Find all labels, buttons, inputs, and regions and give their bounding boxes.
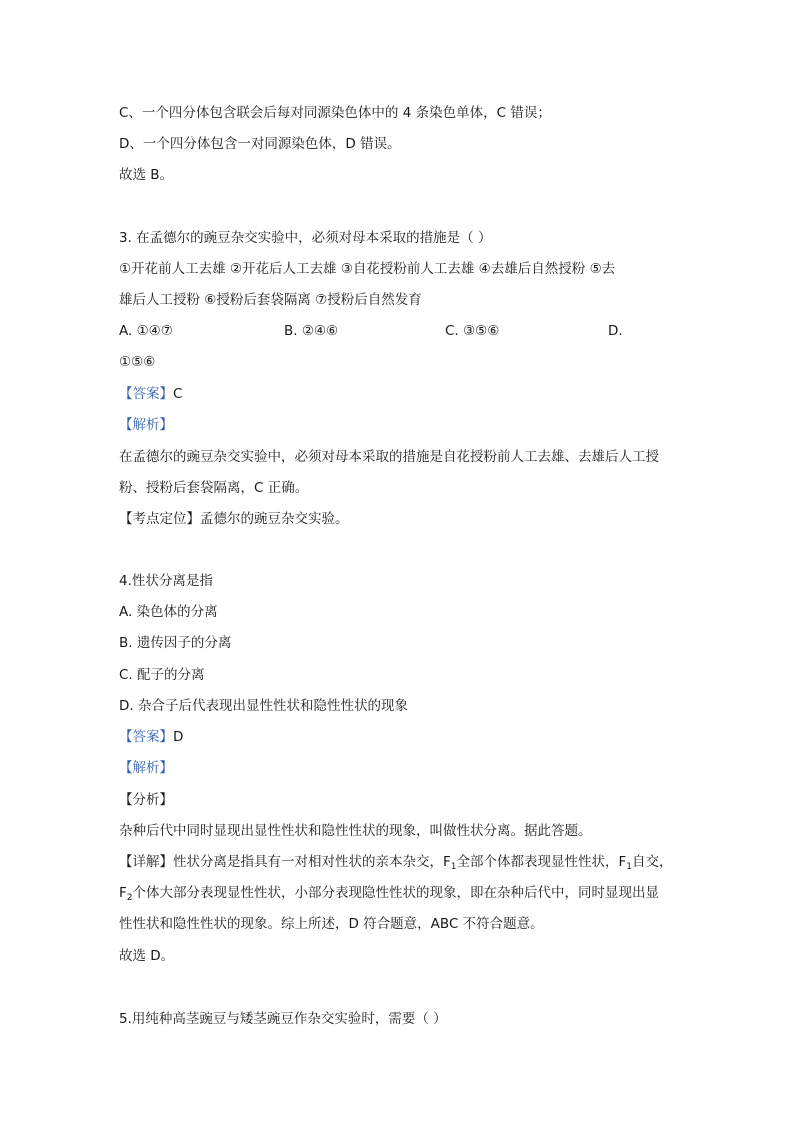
answer-label: 【答案】 [119,386,173,402]
detail-text: 全部个体都表现显性性状，F [456,854,627,870]
q3-items-line2: 雄后人工授粉 ⑥授粉后套袋隔离 ⑦授粉后自然发育 [119,292,422,308]
q3-stem: 3. 在孟德尔的豌豆杂交实验中，必须对母本采取的措施是（ ） [119,230,492,246]
q4-detail-line3: 性性状和隐性性状的现象。综上所述，D 符合题意，ABC 不符合题意。 [119,916,544,932]
q4-option-a: A. 染色体的分离 [119,604,218,620]
q4-conclusion: 故选 D。 [119,948,175,964]
detail-text: F [119,885,127,901]
q4-detail-line1 [119,853,673,871]
q3-analysis-line2: 粉、授粉后套袋隔离，C 正确。 [119,480,309,496]
q3-analysis-line1: 在孟德尔的豌豆杂交实验中，必须对母本采取的措施是自花授粉前人工去雄、去雄后人工授 [119,449,659,465]
q4-fenxi-text: 杂种后代中同时显现出显性性状和隐性性状的现象，叫做性状分离。据此答题。 [119,823,592,839]
q3-answer [119,385,182,403]
subscript: 1 [450,862,457,872]
q5-stem: 5.用纯种高茎豌豆与矮茎豌豆作杂交实验时，需要（ ） [119,1011,447,1027]
detail-text: 个体大部分表现显性性状，小部分表现隐性性状的现象，即在杂种后代中，同时显现出显 [132,885,659,901]
q4-option-d: D. 杂合子后代表现出显性性状和隐性性状的现象 [119,698,408,714]
subscript: 1 [626,862,632,872]
answer-value: D [173,729,184,745]
detail-text: 自交， [632,854,673,870]
q3-analysis-label: 【解析】 [119,417,173,433]
q3-kaodian: 【考点定位】孟德尔的豌豆杂交实验。 [119,511,349,527]
prev-line-d: D、一个四分体包含一对同源染色体，D 错误。 [119,136,401,152]
q3-option-a: A. ①④⑦ [119,323,173,339]
detail-text: 【详解】性状分离是指具有一对相对性状的亲本杂交，F [119,854,451,870]
prev-conclusion: 故选 B。 [119,167,174,183]
q3-option-d-label: D. [608,323,623,339]
q3-option-c: C. ③⑤⑥ [445,323,500,339]
q4-answer [119,728,183,746]
answer-value: C [173,386,183,402]
answer-label: 【答案】 [119,729,173,745]
prev-line-c: C、一个四分体包含联会后每对同源染色体中的 4 条染色单体，C 错误； [119,105,551,121]
q4-fenxi-label: 【分析】 [119,792,173,808]
q3-option-b: B. ②④⑥ [284,323,339,339]
q3-option-d-value: ①⑤⑥ [119,354,156,370]
q3-items-line1: ①开花前人工去雄 ②开花后人工去雄 ③自花授粉前人工去雄 ④去雄后自然授粉 ⑤去 [119,261,616,277]
q4-detail-line2 [119,884,659,902]
q4-analysis-label: 【解析】 [119,760,173,776]
q4-stem: 4.性状分离是指 [119,573,213,589]
q4-option-b: B. 遗传因子的分离 [119,635,232,651]
subscript: 2 [126,893,133,903]
q4-option-c: C. 配子的分离 [119,667,205,683]
